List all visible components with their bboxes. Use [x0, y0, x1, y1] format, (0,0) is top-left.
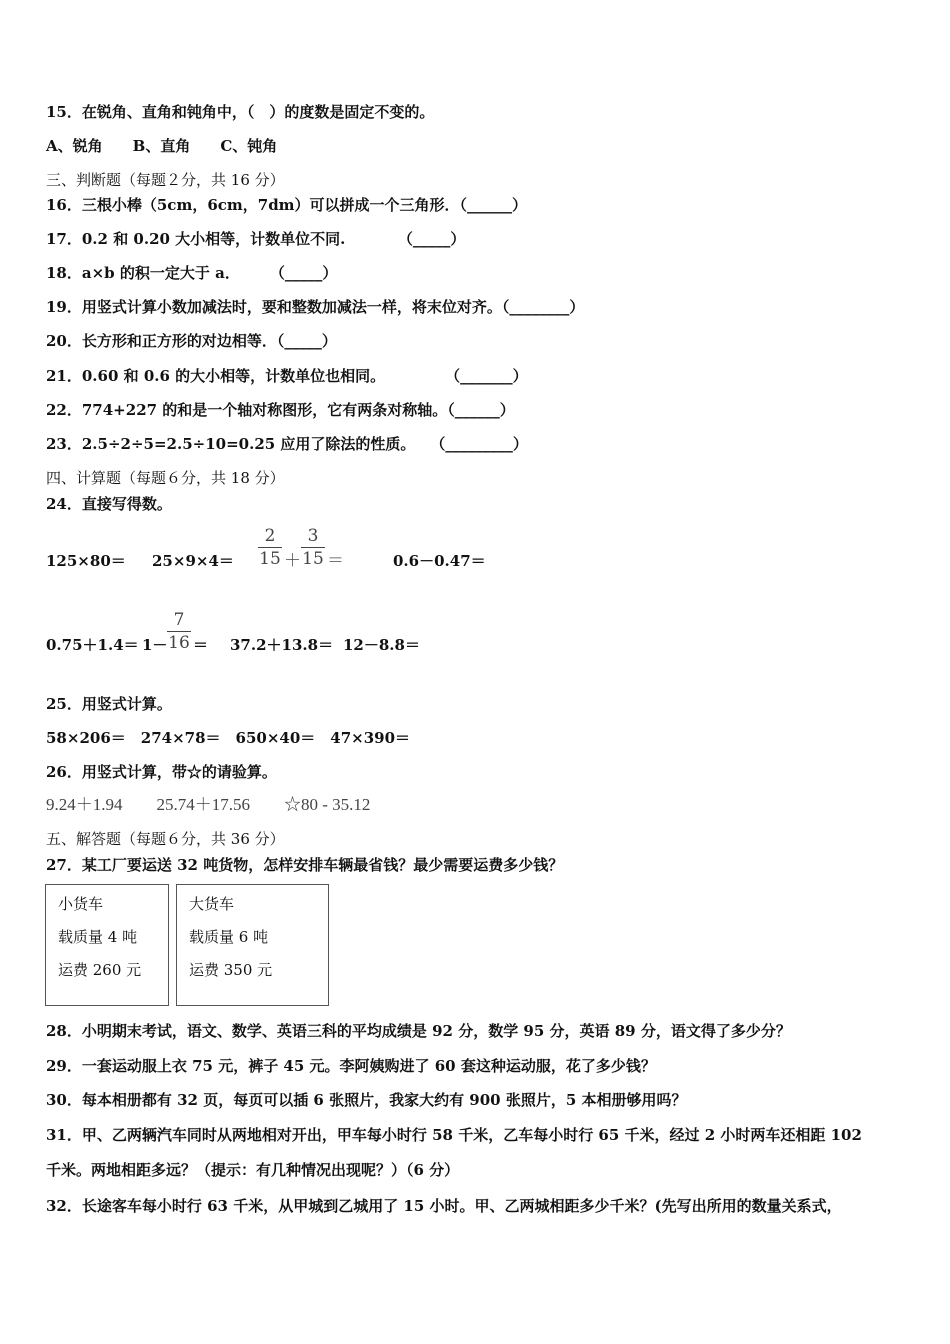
question-28: 28．小明期末考试，语文、数学、英语三科的平均成绩是 92 分，数学 95 分，英语 89 分，语文得了多少分？: [46, 1022, 791, 1040]
question-29: 29．一套运动服上衣 75 元，裤子 45 元。李阿姨购进了 60 套这种运动服，花了多少钱？: [46, 1057, 656, 1075]
fraction-numerator: 2: [264, 526, 276, 546]
question-15: 15．在锐角、直角和钝角中，（ ）的度数是固定不变的。: [46, 103, 435, 121]
question-31: 31．甲、乙两辆汽车同时从两地相对开出，甲车每小时行 58 千米，乙车每小时行 65 千米，经过 2 小时两车还相距 102: [46, 1126, 862, 1144]
section-3-heading: 三、判断题（每题２分，共 16 分）: [46, 171, 285, 189]
fraction-numerator: 3: [307, 526, 319, 546]
question-30: 30．每本相册都有 32 页，每页可以插 6 张照片，我家大约有 900 张照片，5 本相册够用吗？: [46, 1091, 687, 1109]
plus-sign: ＋: [284, 551, 301, 570]
big-truck-card: [176, 884, 329, 1006]
question-24: 24．直接写得数。: [46, 495, 172, 513]
fraction-numerator: 7: [173, 610, 185, 630]
section-4-heading: 四、计算题（每题６分，共 18 分）: [46, 469, 285, 487]
question-19: 19．用竖式计算小数加减法时，要和整数加减法一样，将末位对齐。（________）: [46, 298, 585, 316]
truck-fee: 运费 350 元: [189, 961, 273, 979]
fraction-bar: [301, 547, 325, 548]
question-20: 20．长方形和正方形的对边相等．（_____）: [46, 332, 337, 350]
question-25: 25．用竖式计算。: [46, 695, 172, 713]
calc-125x80: 125×80＝: [46, 552, 126, 570]
question-15-options: A、锐角 B、直角 C、钝角: [46, 137, 278, 155]
calc-0.75+1.4: 0.75＋1.4＝: [46, 636, 139, 654]
fraction-denominator: 15: [302, 549, 324, 569]
question-16: 16．三根小棒（5cm，6cm，7dm）可以拼成一个三角形．（______）: [46, 196, 528, 214]
fraction-denominator: 16: [168, 633, 190, 653]
truck-fee: 运费 260 元: [58, 961, 142, 979]
truck-load: 载质量 4 吨: [58, 928, 138, 946]
question-26-items: 9.24＋1.94 25.74＋17.56 ☆80 - 35.12: [46, 795, 371, 814]
calc-12-8.8: 12－8.8＝: [343, 636, 420, 654]
fraction-bar: [258, 547, 282, 548]
question-32: 32．长途客车每小时行 63 千米，从甲城到乙城用了 15 小时。甲、乙两城相距多少千米？(先写出所用的数量关系式，: [46, 1197, 842, 1215]
question-23: 23．2.5÷2÷5=2.5÷10=0.25 应用了除法的性质。 （_________）: [46, 435, 528, 453]
question-26: 26．用竖式计算，带☆的请验算。: [46, 763, 277, 781]
fraction-denominator: 15: [259, 549, 281, 569]
fraction-7-16: [167, 610, 191, 653]
calc-1-minus-prefix: 1－: [142, 636, 168, 654]
fraction-bar: [167, 631, 191, 632]
question-25-items: 58×206＝ 274×78＝ 650×40＝ 47×390＝: [46, 729, 411, 747]
fraction-2-15: [258, 526, 282, 569]
truck-name: 小货车: [58, 895, 104, 913]
question-22: 22．774+227 的和是一个轴对称图形，它有两条对称轴。（______）: [46, 401, 515, 419]
truck-name: 大货车: [189, 895, 235, 913]
small-truck-card: [45, 884, 169, 1006]
question-27: 27．某工厂要运送 32 吨货物，怎样安排车辆最省钱？最少需要运费多少钱？: [46, 856, 564, 874]
fraction-3-15: [301, 526, 325, 569]
calc-0.6-0.47: 0.6－0.47＝: [393, 552, 486, 570]
section-5-heading: 五、解答题（每题６分，共 36 分）: [46, 830, 285, 848]
question-31-continued: 千米。两地相距多远？（提示：有几种情况出现呢？）（6 分）: [46, 1161, 460, 1179]
calc-37.2+13.8: 37.2＋13.8＝: [230, 636, 334, 654]
equals-sign: ＝: [327, 551, 344, 570]
calc-25x9x4: 25×9×4＝: [152, 552, 234, 570]
question-17: 17．0.2 和 0.20 大小相等，计数单位不同. （_____）: [46, 230, 466, 248]
question-21: 21．0.60 和 0.6 的大小相等，计数单位也相同。 （_______）: [46, 367, 528, 385]
equals-sign: ＝: [193, 636, 209, 654]
question-18: 18．a×b 的积一定大于 a． （_____）: [46, 264, 338, 282]
truck-load: 载质量 6 吨: [189, 928, 269, 946]
